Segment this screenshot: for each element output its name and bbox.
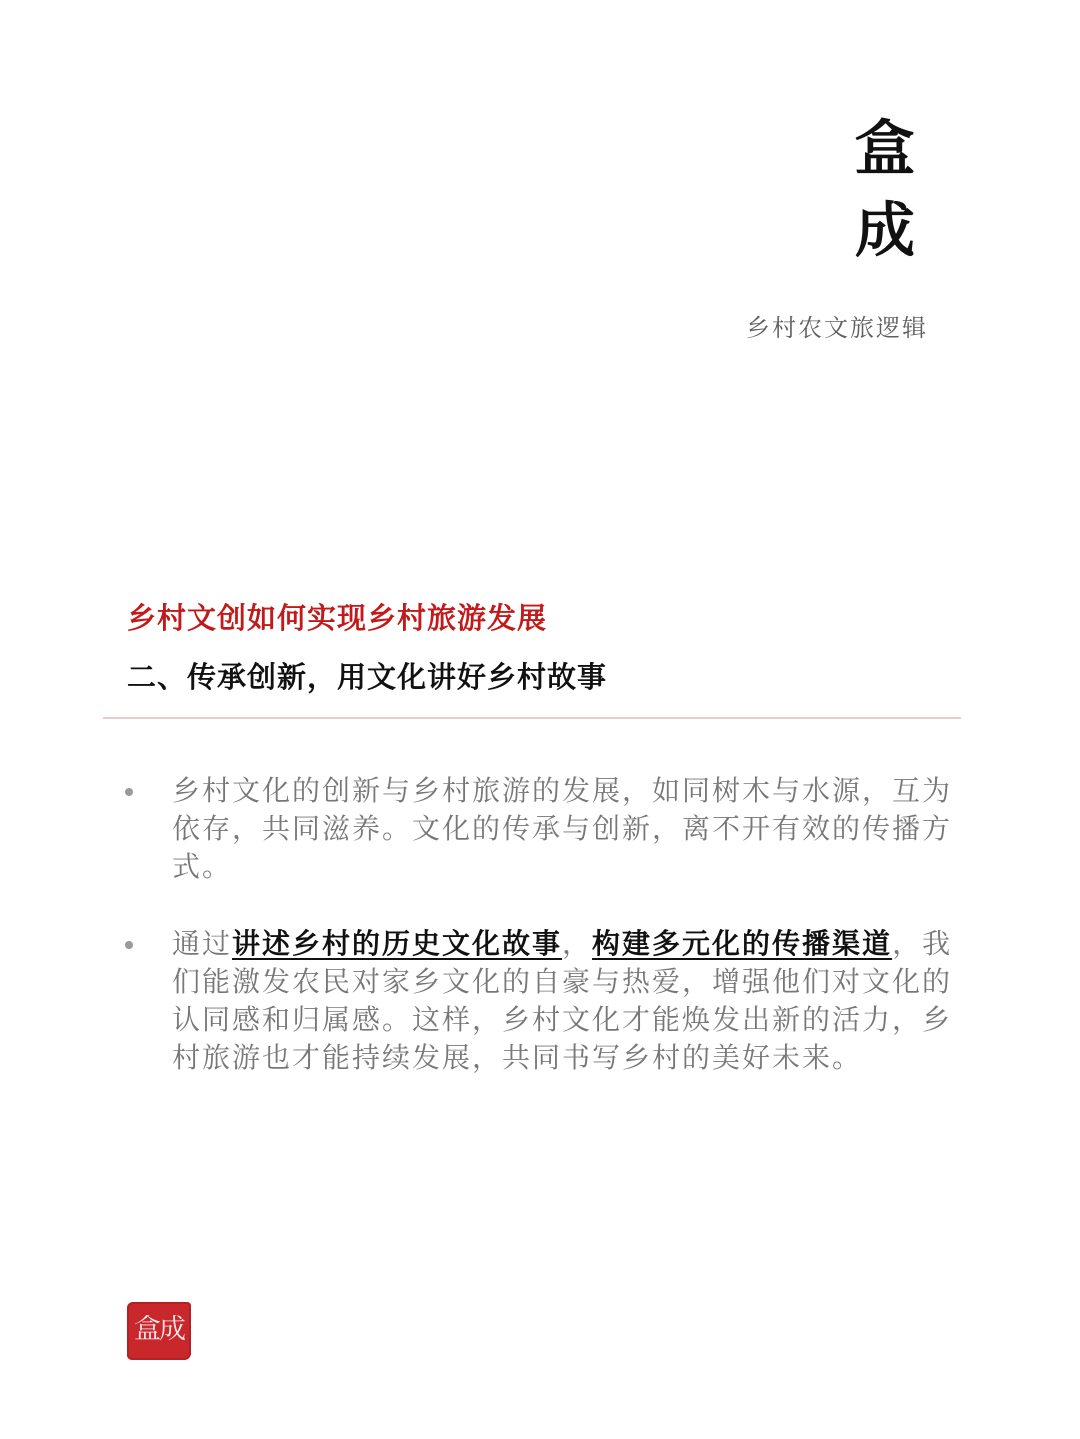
section-title: 乡村文创如何实现乡村旅游发展 [127, 601, 548, 635]
brand-char-2: 成 [855, 196, 915, 266]
seal-stamp-icon [127, 1302, 191, 1360]
bullet-dot-icon [125, 941, 133, 949]
seal-text: 盒成 [134, 1314, 184, 1345]
bullet-text-1: 乡村文化的创新与乡村旅游的发展，如同树木与水源，互为依存，共同滋养。文化的传承与创新，离不开有效的传播方式。 [172, 774, 953, 883]
bullet-emphasis-1: 讲述乡村的历史文化故事 [232, 927, 563, 960]
bullet-item-2 [120, 925, 970, 1077]
brand-char-1: 盒 [855, 114, 915, 184]
bullet-prefix: 通过 [172, 927, 233, 960]
section-subtitle: 二、传承创新，用文化讲好乡村故事 [127, 660, 608, 694]
bullet-list [120, 772, 970, 1116]
brand-title [845, 108, 925, 272]
bullet-rest: ，我们能激发农民对家乡文化的自豪与热爱，增强他们对文化的认同感和归属感。这样，乡村文化才能焕发出新的活力，乡村旅游也才能持续发展，共同书写乡村的美好未来。 [172, 927, 953, 1074]
bullet-emphasis-2: 构建多元化的传播渠道 [592, 927, 893, 960]
bullet-separator: ， [562, 927, 593, 960]
brand-subtitle: 乡村农文旅逻辑 [746, 314, 928, 342]
bullet-item-1 [120, 772, 970, 886]
bullet-dot-icon [125, 788, 133, 796]
divider [103, 717, 961, 719]
